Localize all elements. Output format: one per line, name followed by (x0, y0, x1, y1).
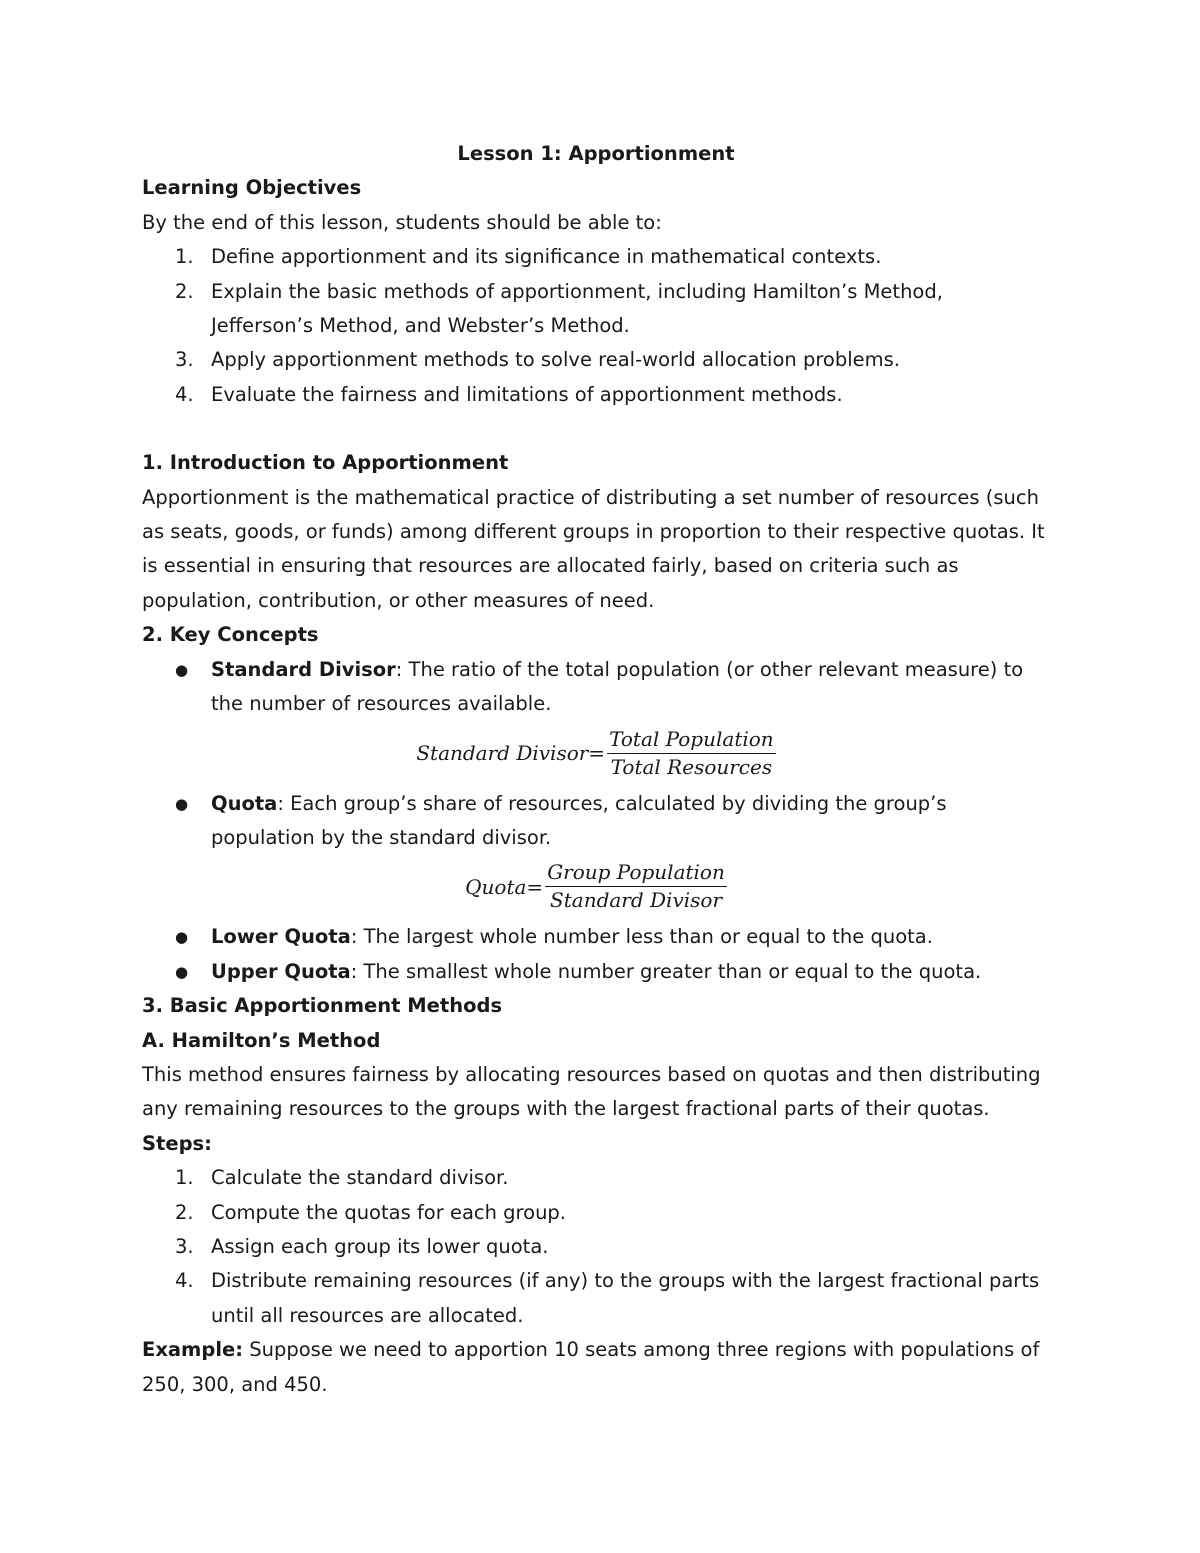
example-text: Suppose we need to apportion 10 seats among three regions with populations of 250, 300, and 450. (142, 1338, 1040, 1396)
objectives-intro: By the end of this lesson, students should be able to: (142, 210, 662, 234)
step-text: Calculate the standard divisor. (211, 1166, 509, 1190)
list-number: 1. (175, 245, 194, 269)
objective-text: Define apportionment and its significance in mathematical contexts. (211, 245, 882, 269)
objective-item (142, 275, 1050, 344)
hamilton-paragraph: This method ensures fairness by allocating resources based on quotas and then distributing any remaining resources to the groups with the largest fractional parts of their quotas. (142, 1062, 1041, 1121)
list-number: 3. (175, 1234, 194, 1258)
formula-fraction (607, 726, 776, 781)
list-number: 4. (175, 1269, 194, 1293)
formula-denominator: Total Resources (610, 754, 773, 779)
formula-numerator: Group Population (545, 859, 727, 887)
example-paragraph (142, 1333, 1050, 1402)
concepts-heading: 2. Key Concepts (142, 623, 319, 647)
standard-divisor-formula (142, 726, 1050, 781)
concept-term: Quota (211, 791, 278, 815)
concept-standard-divisor (142, 653, 1050, 722)
step-text: Compute the quotas for each group. (211, 1200, 567, 1224)
concept-term: Lower Quota (211, 925, 351, 949)
methods-heading: 3. Basic Apportionment Methods (142, 994, 503, 1018)
list-number: 3. (175, 348, 194, 372)
example-label: Example: (142, 1338, 244, 1362)
objectives-heading: Learning Objectives (142, 176, 362, 200)
objective-item (142, 343, 1050, 377)
quota-formula (142, 859, 1050, 914)
blank-line (142, 412, 1050, 446)
intro-paragraph: Apportionment is the mathematical practice of distributing a set number of resources (such as seats, goods, or funds) among different groups in proportion to their respective quotas. It is essential in ensuring that resources are allocated fairly, based on criteria such as population, contribution, or other measures of need. (142, 485, 1045, 612)
concepts-list-quota (142, 787, 1050, 856)
formula-fraction (545, 859, 727, 914)
bullet-icon: ● (175, 962, 189, 981)
bullet-icon: ● (175, 660, 189, 679)
step-item (142, 1196, 1050, 1230)
objective-text: Apply apportionment methods to solve real-world allocation problems. (211, 348, 900, 372)
concept-definition: : Each group’s share of resources, calculated by dividing the group’s population by the standard divisor. (211, 791, 947, 849)
concept-definition: : The smallest whole number greater than or equal to the quota. (350, 959, 982, 983)
list-number: 1. (175, 1166, 194, 1190)
bullet-icon: ● (175, 794, 189, 813)
objective-text: Evaluate the fairness and limitations of apportionment methods. (211, 382, 843, 406)
steps-label (142, 1127, 1050, 1161)
concept-definition: : The largest whole number less than or equal to the quota. (350, 925, 933, 949)
formula-numerator: Total Population (607, 726, 776, 754)
list-number: 2. (175, 1200, 194, 1224)
concept-upper-quota (142, 955, 1050, 989)
intro-heading: 1. Introduction to Apportionment (142, 451, 509, 475)
list-number: 4. (175, 382, 194, 406)
concept-quota (142, 787, 1050, 856)
concepts-list-quotas (142, 920, 1050, 989)
step-item (142, 1161, 1050, 1195)
bullet-icon: ● (175, 928, 189, 947)
hamilton-heading: A. Hamilton’s Method (142, 1028, 381, 1052)
concept-definition: : The ratio of the total population (or other relevant measure) to the number of resources available. (211, 657, 1024, 716)
page-title: Lesson 1: Apportionment (457, 142, 735, 165)
step-item (142, 1264, 1050, 1333)
formula-denominator: Standard Divisor (550, 888, 723, 913)
steps-list (142, 1161, 1050, 1333)
objective-text: Explain the basic methods of apportionment, including Hamilton’s Method, Jefferson’s Method, and Webster’s Method. (211, 279, 943, 338)
steps-label-text: Steps: (142, 1131, 212, 1155)
objective-item (142, 378, 1050, 412)
objectives-list (142, 240, 1050, 412)
step-text: Distribute remaining resources (if any) to the groups with the largest fractional parts until all resources are allocated. (211, 1269, 1040, 1327)
concepts-list (142, 653, 1050, 722)
concept-lower-quota (142, 920, 1050, 954)
step-item (142, 1230, 1050, 1264)
concept-term: Upper Quota (211, 959, 351, 983)
concept-term: Standard Divisor (211, 657, 396, 681)
formula-lhs: Quota= (465, 874, 544, 899)
list-number: 2. (175, 279, 194, 303)
step-text: Assign each group its lower quota. (211, 1234, 549, 1258)
objective-item (142, 240, 1050, 274)
formula-lhs: Standard Divisor= (416, 740, 606, 765)
